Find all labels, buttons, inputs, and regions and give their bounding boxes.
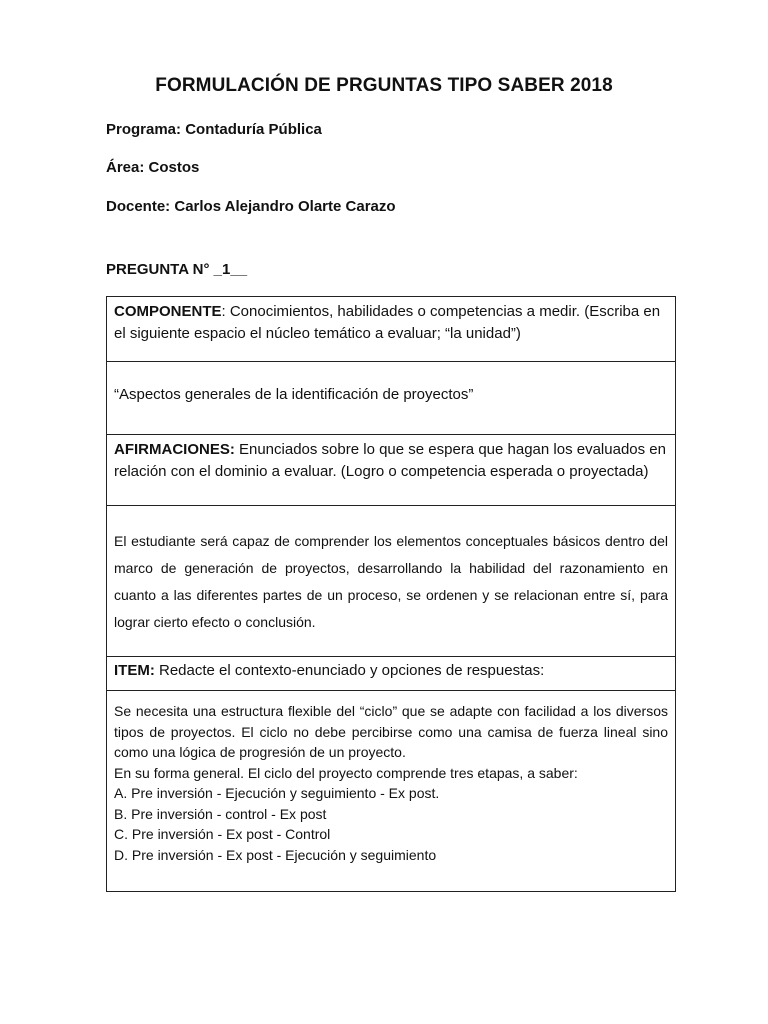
item-label: ITEM: [114, 662, 155, 679]
opciones-row [107, 691, 676, 892]
contexto-text: Se necesita una estructura flexible del “ciclo” que se adapte con facilidad a los diversos tipos de proyectos. El ciclo no debe percibirse como una camisa de fuerza lineal sino como una lógica de progresión de un proyecto. [114, 703, 668, 760]
docente-line [106, 198, 396, 215]
opcion-c: C. Pre inversión - Ex post - Control [114, 826, 331, 842]
afirmacion-respuesta-row [107, 506, 676, 657]
docente-value: Carlos Alejandro Olarte Carazo [174, 198, 396, 215]
componente-label: COMPONENTE [114, 303, 222, 320]
area-label: Área: [106, 159, 145, 176]
item-row [107, 657, 676, 691]
opcion-b: B. Pre inversión - control - Ex post [114, 805, 327, 822]
afirmaciones-cell [107, 435, 676, 506]
afirmacion-respuesta-text: El estudiante será capaz de comprender los elementos conceptuales básicos dentro del marco de generación de proyectos, desarrollando la habilidad del razonamiento en cuanto a las diferentes partes de un proceso, se ordenen y se relacionan entre sí, para lograr cierto efecto o conclusión. [114, 533, 668, 630]
document-title: FORMULACIÓN DE PRGUNTAS TIPO SABER 2018 [155, 75, 613, 96]
unidad-row [107, 362, 676, 435]
componente-cell [107, 297, 676, 362]
item-cell [107, 657, 676, 691]
afirmaciones-label: AFIRMACIONES: [114, 441, 235, 458]
area-line [106, 159, 199, 176]
afirmaciones-row [107, 435, 676, 506]
opcion-d: D. Pre inversión - Ex post - Ejecución y seguimiento [114, 846, 437, 863]
enunciado-text: En su forma general. El ciclo del proyecto comprende tres etapas, a saber: [114, 764, 578, 781]
afirmacion-respuesta-cell [107, 506, 676, 657]
opcion-a: A. Pre inversión - Ejecución y seguimiento - Ex post. [114, 785, 440, 801]
componente-text: : Conocimientos, habilidades o competencias a medir. (Escriba en el siguiente espacio el núcleo temático a evaluar; “la unidad”) [114, 303, 661, 342]
unidad-cell: “Aspectos generales de la identificación de proyectos” [107, 362, 676, 435]
question-table [106, 296, 676, 892]
programa-label: Programa: [106, 121, 182, 138]
pregunta-number: PREGUNTA N° _1__ [106, 261, 248, 278]
programa-value: Contaduría Pública [185, 121, 322, 138]
area-value: Costos [148, 159, 200, 176]
docente-label: Docente: [106, 198, 171, 215]
componente-row [107, 297, 676, 362]
opciones-cell [107, 691, 676, 892]
programa-line [106, 121, 322, 138]
afirmaciones-text: Enunciados sobre lo que se espera que hagan los evaluados en relación con el dominio a evaluar. (Logro o competencia esperada o proyectada) [114, 441, 666, 480]
item-text: Redacte el contexto-enunciado y opciones de respuestas: [154, 662, 545, 679]
